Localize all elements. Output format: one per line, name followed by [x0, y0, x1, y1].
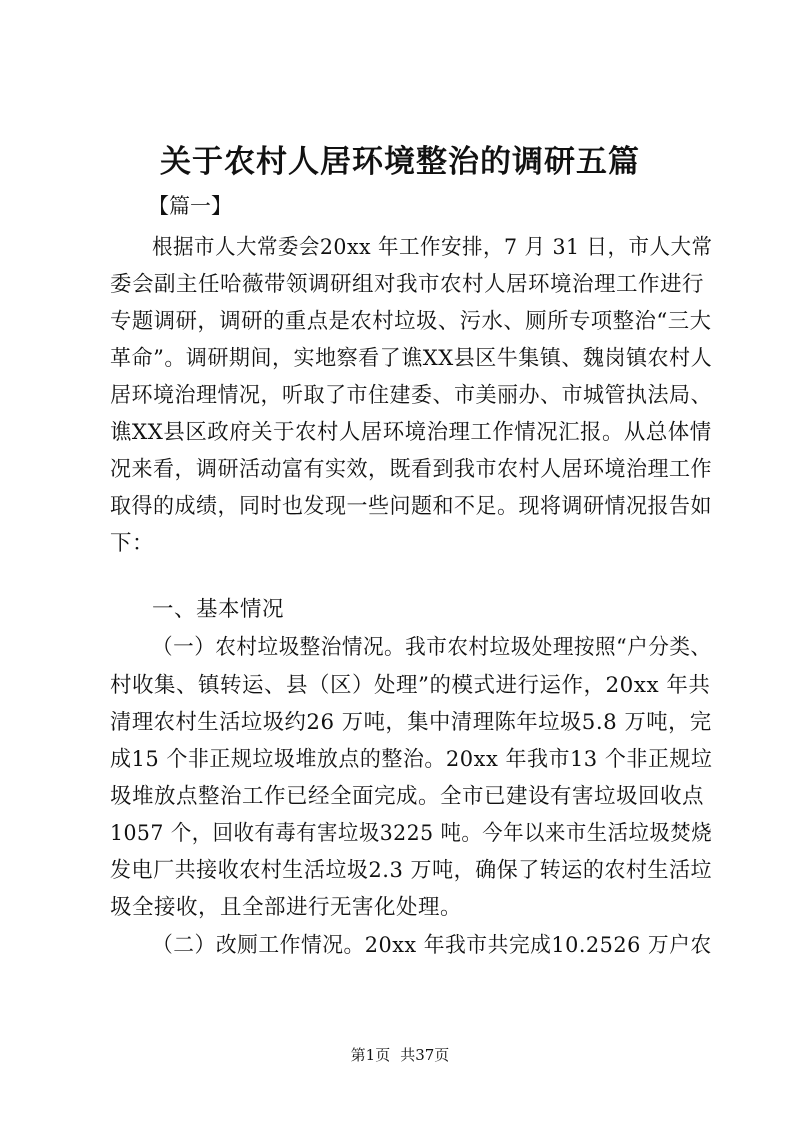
- page-total: 共37页: [400, 1046, 450, 1064]
- paragraph-line: 圾堆放点整治工作已经全面完成。全市已建设有害垃圾回收点: [110, 784, 705, 809]
- paragraph-line: 况来看，调研活动富有实效，既看到我市农村人居环境治理工作: [110, 457, 713, 482]
- page-title: 关于农村人居环境整治的调研五篇: [160, 144, 640, 180]
- page-number: 第1页: [350, 1046, 391, 1064]
- section-label: 【篇一】: [148, 194, 232, 218]
- paragraph-line: 革命”。调研期间，实地察看了谯XX县区牛集镇、魏岗镇农村人: [110, 346, 713, 371]
- paragraph-line: 居环境治理情况，听取了市住建委、市美丽办、市城管执法局、: [110, 383, 713, 408]
- paragraph-line: 村收集、镇转运、县（区）处理”的模式进行运作，20xx 年共: [110, 673, 711, 698]
- paragraph-line: 委会副主任哈薇带领调研组对我市农村人居环境治理工作进行: [110, 272, 705, 297]
- paragraph-line: 发电厂共接收农村生活垃圾2.3 万吨，确保了转运的农村生活垃: [110, 858, 713, 883]
- paragraph-line: （二）改厕工作情况。20xx 年我市共完成10.2526 万户农: [152, 933, 712, 958]
- paragraph-line: 下：: [110, 531, 155, 556]
- paragraph-line: 成15 个非正规垃圾堆放点的整治。20xx 年我市13 个非正规垃: [110, 747, 713, 772]
- section-heading: 一、基本情况: [152, 597, 285, 622]
- paragraph-line: 清理农村生活垃圾约26 万吨，集中清理陈年垃圾5.8 万吨，完: [110, 710, 712, 735]
- paragraph-line: 谯XX县区政府关于农村人居环境治理工作情况汇报。从总体情: [110, 420, 712, 445]
- paragraph-line: 专题调研，调研的重点是农村垃圾、污水、厕所专项整治“三大: [110, 309, 712, 334]
- paragraph-line: 取得的成绩，同时也发现一些问题和不足。现将调研情况报告如: [110, 494, 713, 519]
- paragraph-line: （一）农村垃圾整治情况。我市农村垃圾处理按照“户分类、: [152, 635, 712, 660]
- paragraph-line: 1057 个，回收有毒有害垃圾3225 吨。今年以来市生活垃圾焚烧: [110, 821, 713, 846]
- paragraph-line: 根据市人大常委会20xx 年工作安排，7 月 31 日，市人大常: [152, 235, 713, 260]
- page-footer: [0, 1044, 800, 1066]
- paragraph-line: 圾全接收，且全部进行无害化处理。: [110, 895, 463, 920]
